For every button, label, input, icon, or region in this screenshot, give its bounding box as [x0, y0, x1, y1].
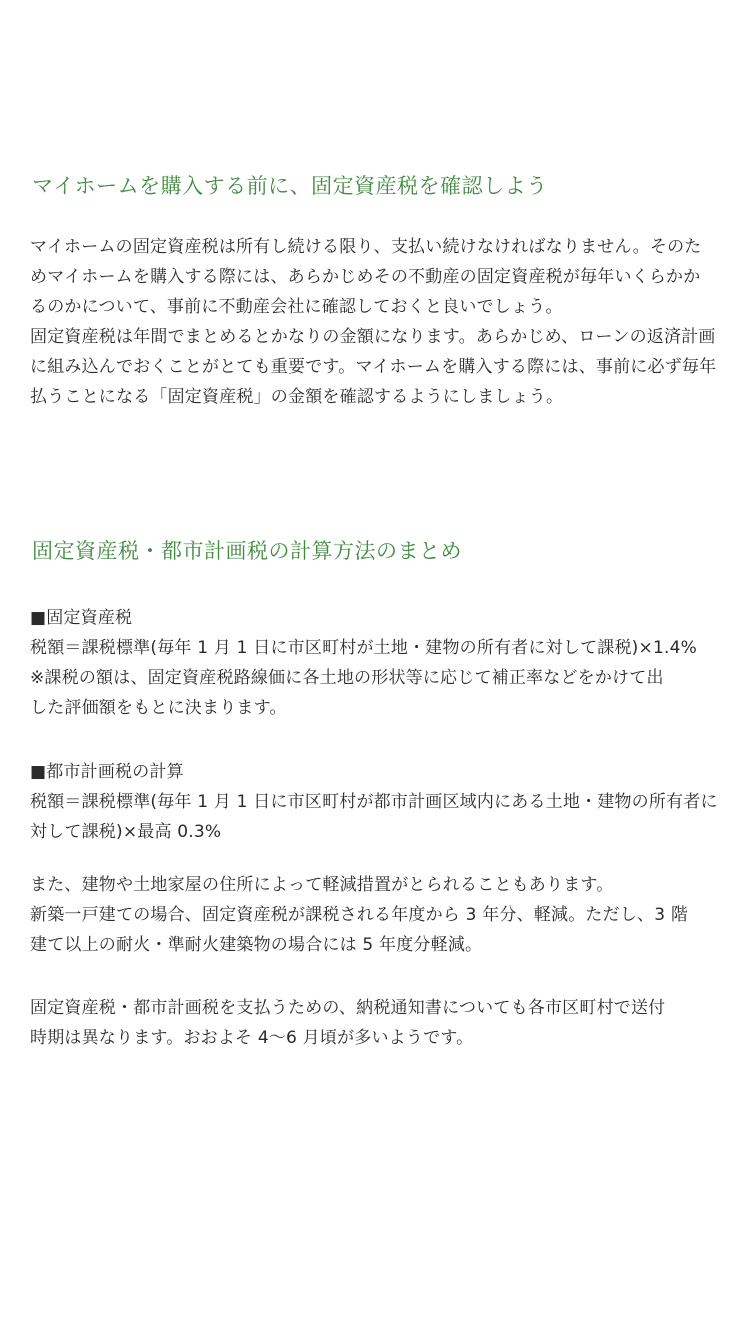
- paragraph-line: めマイホームを購入する際には、あらかじめその不動産の固定資産税が毎年いくらかか: [30, 267, 701, 287]
- city-planning-tax-line: 対して課税)×最高 0.3%: [30, 822, 222, 842]
- notice-block: [30, 993, 730, 1053]
- reduction-line: 建て以上の耐火・準耐火建築物の場合には 5 年度分軽減。: [30, 935, 483, 955]
- paragraph-line: マイホームの固定資産税は所有し続ける限り、支払い続けなければなりません。そのた: [30, 237, 702, 257]
- property-tax-title: ■固定資産税: [30, 608, 133, 628]
- property-tax-line: 税額＝課税標準(毎年 1 月 1 日に市区町村が土地・建物の所有者に対して課税)×1.4%: [30, 638, 697, 658]
- notice-line: 固定資産税・都市計画税を支払うための、納税通知書についても各市区町村で送付: [30, 998, 666, 1018]
- reduction-block: [30, 870, 730, 960]
- paragraph-line: るのかについて、事前に不動産会社に確認しておくと良いでしょう。: [30, 297, 563, 317]
- section-heading-calculation: 固定資産税・都市計画税の計算方法のまとめ: [32, 539, 462, 563]
- paragraph-line: に組み込んでおくことがとても重要です。マイホームを購入する際には、事前に必ず毎年: [30, 357, 717, 377]
- city-planning-tax-block: [30, 757, 730, 847]
- city-planning-tax-line: 税額＝課税標準(毎年 1 月 1 日に市区町村が都市計画区域内にある土地・建物の所有者に: [30, 792, 718, 812]
- intro-paragraph: [30, 232, 730, 412]
- property-tax-line: ※課税の額は、固定資産税路線価に各土地の形状等に応じて補正率などをかけて出: [30, 668, 664, 688]
- property-tax-line: した評価額をもとに決まります。: [30, 698, 287, 718]
- section-heading-check-tax: マイホームを購入する前に、固定資産税を確認しよう: [32, 174, 548, 198]
- notice-line: 時期は異なります。おおよそ 4〜6 月頃が多いようです。: [30, 1028, 474, 1048]
- paragraph-line: 払うことになる「固定資産税」の金額を確認するようにしましょう。: [30, 387, 564, 407]
- city-planning-tax-title: ■都市計画税の計算: [30, 762, 184, 782]
- reduction-line: 新築一戸建ての場合、固定資産税が課税される年度から 3 年分、軽減。ただし、3 階: [30, 905, 689, 925]
- paragraph-line: 固定資産税は年間でまとめるとかなりの金額になります。あらかじめ、ローンの返済計画: [30, 327, 716, 347]
- reduction-line: また、建物や土地家屋の住所によって軽減措置がとられることもあります。: [30, 875, 614, 895]
- property-tax-block: [30, 603, 730, 723]
